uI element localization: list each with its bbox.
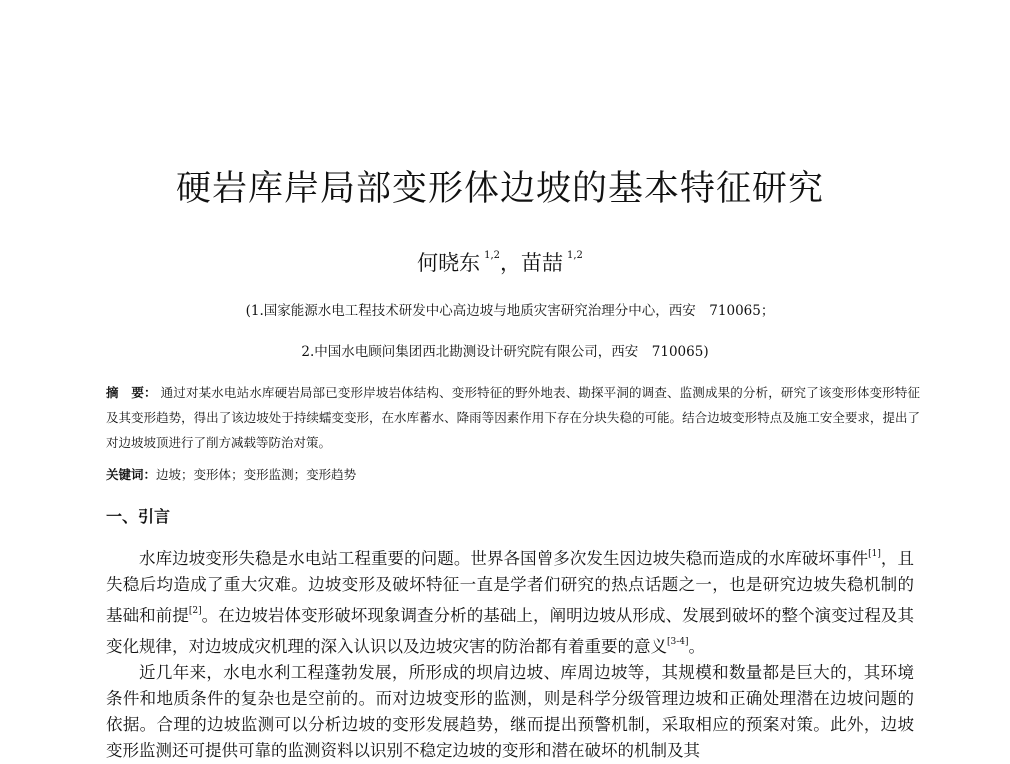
citation[interactable]: [2] bbox=[188, 606, 202, 616]
paragraph-text: 水库边坡变形失稳是水电站工程重要的问题。世界各国曾多次发生因边坡失稳而造成的水库破坏事件 bbox=[139, 549, 869, 568]
body-text bbox=[106, 541, 915, 760]
citation[interactable]: [3-4] bbox=[667, 637, 689, 647]
keyword-separator: ； bbox=[231, 467, 244, 482]
author-separator: ， bbox=[500, 251, 521, 275]
section-heading: 一、引言 bbox=[106, 507, 171, 526]
paragraph-text: 。在边坡岩体变形破坏现象调查分析的基础上，阐明边坡从形成、发展到破坏的整个演变过程及其变化规律，对边坡成灾机理的深入认识以及边坡灾害的防治都有着重要的意义 bbox=[106, 606, 915, 656]
paragraph bbox=[106, 541, 914, 660]
abstract-text: 通过对某水电站水库硬岩局部已变形岸坡岩体结构、变形特征的野外地表、勘探平洞的调查、监测成果的分析，研究了该变形体变形特征及其变形趋势，得出了该边坡处于持续蠕变变形，在水库蓄水、降雨等因素作用下存在分块失稳的可能。结合边坡变形特点及施工安全要求，提出了对边坡坡顶进行了削方减载等防治对策。 bbox=[106, 385, 920, 450]
paper-title: 硬岩库岸局部变形体边坡的基本特征研究 bbox=[175, 169, 824, 209]
keywords-label: 关键词： bbox=[106, 467, 157, 482]
abstract bbox=[106, 380, 920, 455]
keyword: 变形监测 bbox=[243, 467, 294, 482]
keywords bbox=[106, 464, 920, 486]
keyword: 变形趋势 bbox=[306, 467, 357, 482]
author-line bbox=[0, 241, 1000, 278]
affiliation-line: (1.国家能源水电工程技术研发中心高边坡与地质灾害研究治理分中心，西安 710065； bbox=[245, 303, 775, 319]
keyword: 变形体 bbox=[193, 467, 232, 482]
affiliation-line: 2.中国水电顾问集团西北勘测设计研究院有限公司，西安 710065) bbox=[301, 344, 709, 360]
author-name: 苗喆 bbox=[521, 251, 563, 275]
keyword-separator: ； bbox=[293, 467, 307, 482]
paragraph: 近几年来，水电水利工程蓬勃发展，所形成的坝肩边坡、库周边坡等，其规模和数量都是巨大的，其环境条件和地质条件的复杂也是空前的。而对边坡变形的监测，则是科学分级管理边坡和正确处理潜在边坡问题的依据。合理的边坡监测可以分析边坡的变形发展趋势，继而提出预警机制，采取相应的预案对策。此外，边坡变形监测还可提供可靠的监测资料以识别不稳定边坡的变形和潜在破坏的机制及其 bbox=[106, 663, 914, 760]
citation[interactable]: [1] bbox=[868, 549, 881, 559]
keyword-separator: ； bbox=[181, 467, 194, 482]
paragraph-text: ，且失稳后均造成了重大灾难。边坡变形及破坏特征一直是学者们研究的热点话题之一，也是研究边坡失稳机制的基础和前提 bbox=[106, 549, 915, 625]
author-affiliation-mark: 1,2 bbox=[567, 250, 583, 261]
abstract-label: 摘 要： bbox=[106, 385, 157, 400]
author-affiliation-mark: 1,2 bbox=[484, 250, 500, 261]
paragraph-text: 。 bbox=[688, 637, 706, 656]
author-name: 何晓东 bbox=[417, 251, 481, 275]
keyword: 边坡 bbox=[156, 467, 182, 482]
